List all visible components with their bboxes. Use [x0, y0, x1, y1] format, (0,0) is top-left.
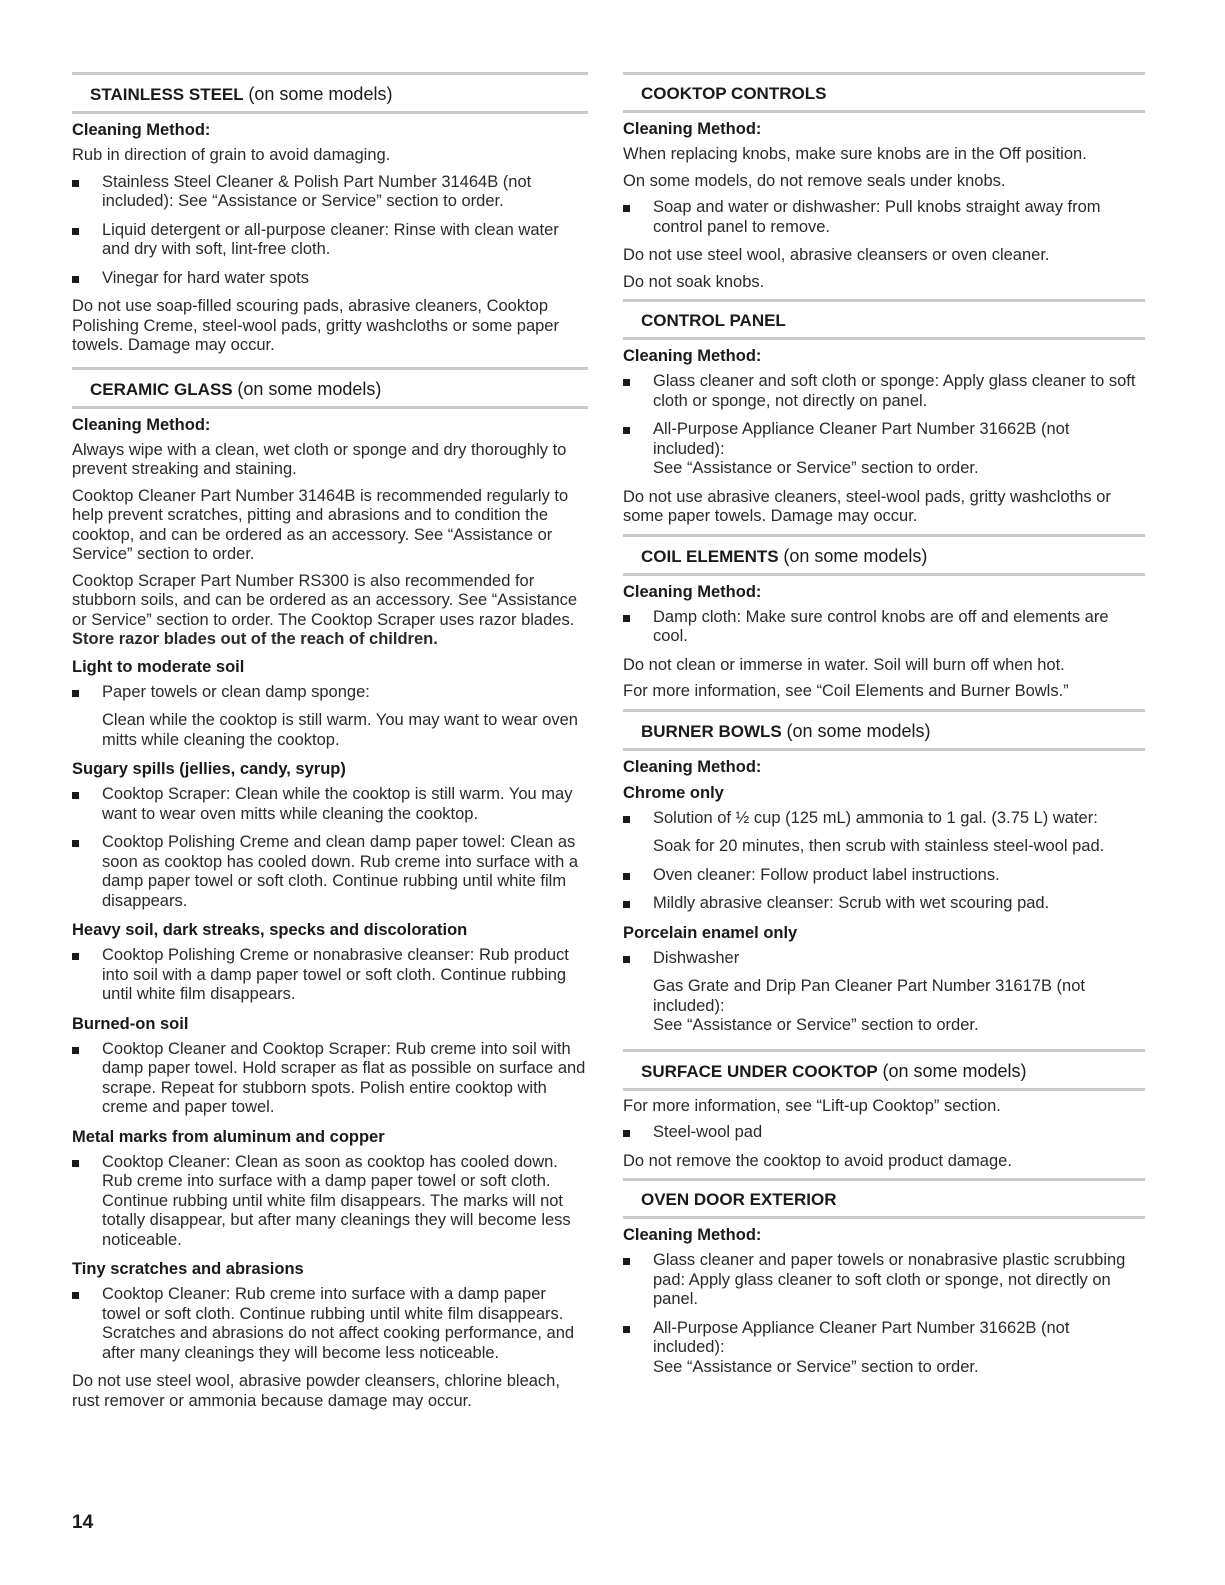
bullet-square-icon	[72, 1160, 79, 1167]
coil-paragraph-2: For more information, see “Coil Elements and Burner Bowls.”	[623, 682, 1069, 700]
list-item-text: Stainless Steel Cleaner & Polish Part Number 31464B (not included): See “Assistance or Service” section to order.	[102, 172, 532, 210]
list-item	[72, 173, 588, 212]
list-item-text: Glass cleaner and soft cloth or sponge: Apply glass cleaner to soft cloth or sponge, not directly on panel.	[653, 372, 1136, 410]
list-item	[623, 608, 1145, 647]
panel-warning: Do not use abrasive cleaners, steel-wool pads, gritty washcloths or some paper towels. Damage may occur.	[623, 487, 1111, 525]
list-item	[623, 1319, 1145, 1378]
bullet-square-icon	[72, 1292, 79, 1299]
cooktop-controls-header	[623, 72, 1145, 113]
list-item-text: Cooktop Cleaner and Cooktop Scraper: Rub creme into soil with damp paper towel. Hold scraper as flat as possible on surface and scrape. Repeat for stubborn spots. Polish entire cooktop with creme and paper towel.	[102, 1039, 586, 1116]
list-item	[72, 946, 588, 1005]
page-number: 14	[72, 1512, 94, 1533]
list-item	[72, 221, 588, 260]
list-item	[72, 1040, 588, 1118]
stainless-warning: Do not use soap-filled scouring pads, abrasive cleaners, Cooktop Polishing Creme, steel-wool pads, gritty washcloths or some paper towels. Damage may occur.	[72, 297, 559, 354]
cleaning-method-heading: Cleaning Method:	[623, 1226, 762, 1244]
list-item-text: Cooktop Polishing Creme and clean damp paper towel: Clean as soon as cooktop has cooled down. Rub creme into surface with a damp paper towel or soft cloth. Continue rubbing until white film disappears.	[102, 833, 579, 910]
list-item-text: Mildly abrasive cleanser: Scrub with wet scouring pad.	[653, 894, 1050, 912]
bullet-square-icon	[623, 873, 630, 880]
section-title: SURFACE UNDER COOKTOP	[641, 1061, 878, 1081]
list-item-text: Glass cleaner and paper towels or nonabrasive plastic scrubbing pad: Apply glass cleaner to soft cloth or sponge, not directly on panel.	[653, 1251, 1126, 1308]
list-item-text: Solution of ½ cup (125 mL) ammonia to 1 gal. (3.75 L) water:	[653, 808, 1098, 827]
bullet-square-icon	[623, 901, 630, 908]
ceramic-paragraph-2: Cooktop Cleaner Part Number 31464B is recommended regularly to help prevent scratches, pitting and abrasions and to condition the cooktop, and can be ordered as an accessory. See “Assistance or Service” section to order.	[72, 486, 569, 563]
bullet-square-icon	[623, 1130, 630, 1137]
surface-under-cooktop-header	[623, 1049, 1145, 1091]
section-title: BURNER BOWLS	[641, 721, 782, 741]
stainless-intro: Rub in direction of grain to avoid damaging.	[72, 146, 391, 164]
bullet-square-icon	[623, 1326, 630, 1333]
chrome-only-heading: Chrome only	[623, 783, 724, 802]
surface-paragraph-1: For more information, see “Lift-up Cooktop” section.	[623, 1096, 1001, 1115]
bullet-square-icon	[623, 1258, 630, 1265]
list-item-text: Dishwasher	[653, 948, 740, 967]
bullet-square-icon	[623, 379, 630, 386]
list-item-text: Vinegar for hard water spots	[102, 268, 309, 287]
list-item-text: Paper towels or clean damp sponge:	[102, 682, 370, 701]
bullet-square-icon	[623, 956, 630, 963]
list-item-continuation	[623, 977, 1145, 1036]
section-qualifier: (on some models)	[248, 84, 393, 104]
metal-marks-heading: Metal marks from aluminum and copper	[72, 1127, 385, 1146]
cleaning-method-heading: Cleaning Method:	[623, 120, 762, 138]
ceramic-warning: Do not use steel wool, abrasive powder cleansers, chlorine bleach, rust remover or ammonia because damage may occur.	[72, 1372, 560, 1410]
list-item-continuation: See “Assistance or Service” section to order.	[653, 459, 979, 477]
list-item	[72, 1153, 588, 1251]
controls-paragraph-3: Do not use steel wool, abrasive cleansers or oven cleaner.	[623, 246, 1050, 264]
section-title: CERAMIC GLASS	[90, 379, 233, 399]
list-item-text: Cooktop Cleaner: Rub creme into surface with a damp paper towel or soft cloth. Continue rubbing until white film disappears. Scratches and abrasions do not affect cooking performance, and after many cleanings they will become less noticeable.	[102, 1285, 575, 1362]
section-title: CONTROL PANEL	[641, 311, 786, 330]
list-item	[72, 785, 588, 824]
bullet-square-icon	[72, 1047, 79, 1054]
list-item	[623, 866, 1145, 886]
section-qualifier: (on some models)	[783, 545, 928, 566]
control-panel-header	[623, 299, 1145, 340]
list-item-text: All-Purpose Appliance Cleaner Part Number 31662B (not included):	[653, 420, 1070, 458]
section-qualifier: (on some models)	[237, 378, 382, 399]
section-title: COOKTOP CONTROLS	[641, 84, 827, 103]
ceramic-glass-header	[72, 367, 588, 409]
porcelain-heading: Porcelain enamel only	[623, 923, 798, 942]
section-title: OVEN DOOR EXTERIOR	[641, 1190, 837, 1209]
list-item-text: All-Purpose Appliance Cleaner Part Number 31662B (not included):	[653, 1318, 1070, 1356]
bullet-square-icon	[72, 180, 79, 187]
ceramic-paragraph-3	[72, 572, 588, 650]
stainless-steel-header	[72, 72, 588, 114]
list-item-text: Soap and water or dishwasher: Pull knobs straight away from control panel to remove.	[653, 198, 1101, 236]
bullet-square-icon	[623, 615, 630, 622]
list-item	[72, 269, 588, 289]
list-item	[623, 1123, 1145, 1143]
list-item-text: Cooktop Scraper: Clean while the cooktop is still warm. You may want to wear oven mitts while cleaning the cooktop.	[102, 785, 573, 823]
surface-paragraph-2: Do not remove the cooktop to avoid product damage.	[623, 1151, 1012, 1170]
burned-soil-heading: Burned-on soil	[72, 1014, 189, 1033]
heavy-soil-heading: Heavy soil, dark streaks, specks and discoloration	[72, 921, 468, 939]
cleaning-method-heading: Cleaning Method:	[623, 757, 762, 776]
bullet-square-icon	[72, 228, 79, 235]
list-item-text: Cooktop Cleaner: Clean as soon as cooktop has cooled down. Rub creme into surface with a damp paper towel or soft cloth. Continue rubbing until white film disappears. The marks will not totally disappear, but after many cleanings they will become less noticeable.	[102, 1152, 571, 1249]
list-item-continuation: See “Assistance or Service” section to order.	[653, 1357, 979, 1376]
list-item	[623, 198, 1145, 237]
list-item	[623, 372, 1145, 411]
bullet-square-icon	[72, 953, 79, 960]
list-item-text: Liquid detergent or all-purpose cleaner: Rinse with clean water and dry with soft, lint-free cloth.	[102, 220, 559, 258]
right-column	[623, 72, 1145, 1386]
cleaning-method-heading: Cleaning Method:	[72, 415, 211, 434]
bullet-square-icon	[72, 840, 79, 847]
list-item-text: Damp cloth: Make sure control knobs are off and elements are cool.	[653, 607, 1109, 645]
sugary-spills-heading: Sugary spills (jellies, candy, syrup)	[72, 760, 346, 778]
ceramic-paragraph-1: Always wipe with a clean, wet cloth or sponge and dry thoroughly to prevent streaking and staining.	[72, 440, 567, 478]
continuation-line-1: Gas Grate and Drip Pan Cleaner Part Number 31617B (not included):	[653, 977, 1085, 1015]
controls-paragraph-4: Do not soak knobs.	[623, 272, 765, 291]
list-item-text: Cooktop Polishing Creme or nonabrasive cleanser: Rub product into soil with a damp paper towel or soft cloth. Continue rubbing until white film disappears.	[102, 946, 569, 1003]
coil-paragraph-1: Do not clean or immerse in water. Soil will burn off when hot.	[623, 655, 1065, 674]
section-title: STAINLESS STEEL	[90, 85, 244, 104]
bullet-square-icon	[72, 792, 79, 799]
bullet-square-icon	[623, 205, 630, 212]
oven-door-exterior-header	[623, 1178, 1145, 1219]
list-item	[623, 894, 1145, 914]
controls-paragraph-1: When replacing knobs, make sure knobs are in the Off position.	[623, 145, 1087, 163]
coil-elements-header	[623, 534, 1145, 576]
list-item	[623, 809, 1145, 829]
razor-warning: Store razor blades out of the reach of children.	[72, 630, 438, 648]
list-item-text: Oven cleaner: Follow product label instructions.	[653, 865, 1000, 884]
list-item-continuation: Clean while the cooktop is still warm. You may want to wear oven mitts while cleaning the cooktop.	[102, 711, 578, 749]
bullet-square-icon	[72, 276, 79, 283]
cleaning-method-heading: Cleaning Method:	[72, 121, 211, 139]
ceramic-paragraph-3-text: Cooktop Scraper Part Number RS300 is also recommended for stubborn soils, and can be ordered as an accessory. See “Assistance or Service” section to order. The Cooktop Scraper uses razor blades.	[72, 571, 578, 629]
section-qualifier: (on some models)	[882, 1060, 1027, 1081]
list-item	[623, 420, 1145, 479]
bullet-square-icon	[623, 427, 630, 434]
light-soil-heading: Light to moderate soil	[72, 657, 245, 676]
bullet-square-icon	[72, 690, 79, 697]
burner-bowls-header	[623, 709, 1145, 751]
section-title: COIL ELEMENTS	[641, 546, 779, 566]
list-item-continuation: Soak for 20 minutes, then scrub with stainless steel-wool pad.	[653, 837, 1105, 855]
controls-paragraph-2: On some models, do not remove seals under knobs.	[623, 171, 1006, 190]
cleaning-method-heading: Cleaning Method:	[623, 582, 762, 601]
left-column	[72, 72, 588, 1418]
section-qualifier: (on some models)	[786, 720, 931, 741]
list-item	[72, 1285, 588, 1363]
cleaning-method-heading: Cleaning Method:	[623, 347, 762, 365]
list-item	[72, 683, 588, 703]
list-item	[623, 1251, 1145, 1310]
bullet-square-icon	[623, 816, 630, 823]
list-item	[72, 833, 588, 911]
list-item-text: Steel-wool pad	[653, 1123, 763, 1141]
tiny-scratches-heading: Tiny scratches and abrasions	[72, 1260, 304, 1278]
continuation-line-2: See “Assistance or Service” section to order.	[653, 1016, 979, 1034]
list-item	[623, 949, 1145, 969]
